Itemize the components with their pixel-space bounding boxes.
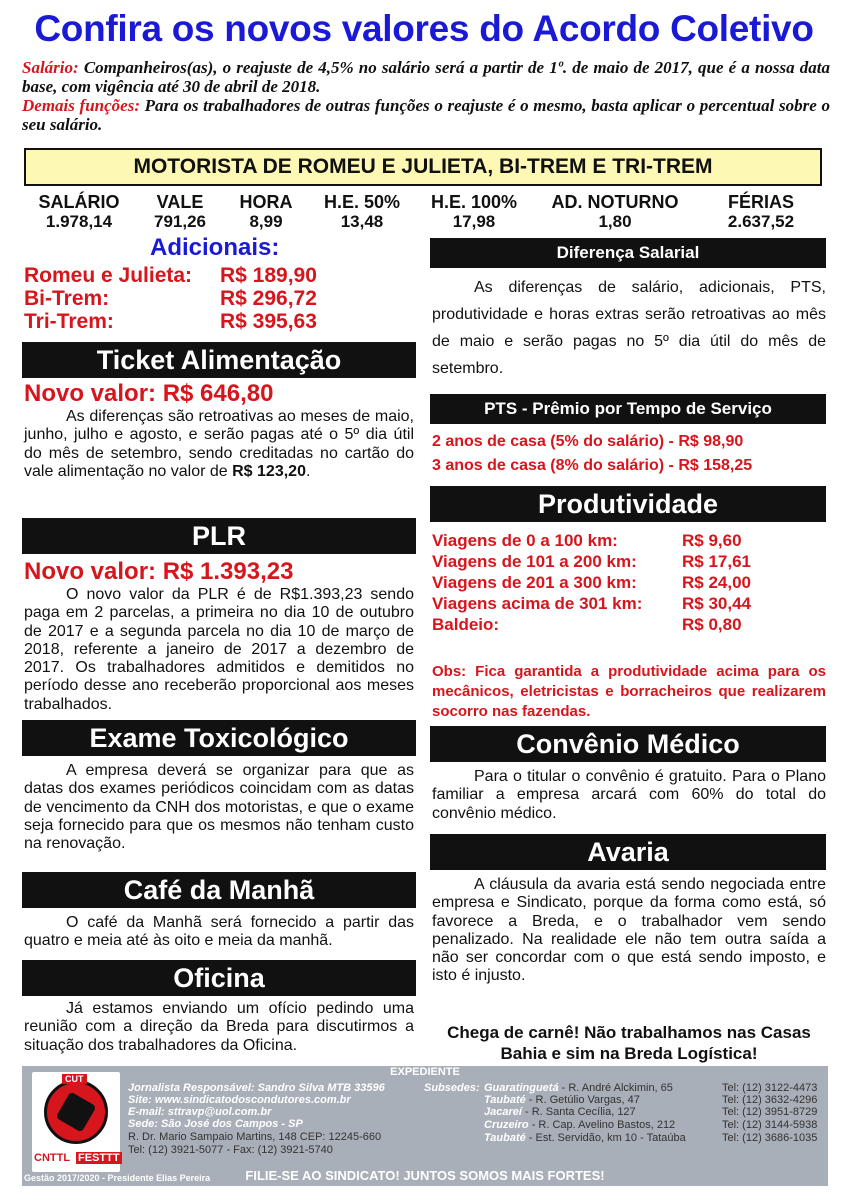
adicional-label: Bi-Trem:	[24, 287, 110, 310]
produtividade-label: Viagens de 201 a 300 km:	[432, 573, 637, 592]
value-amount: 17,98	[452, 212, 496, 231]
demais-label: Demais funções:	[22, 96, 140, 115]
subsede-tel: Tel: (12) 3951-8729	[722, 1106, 818, 1118]
value-column-salario	[24, 192, 134, 232]
festtt-logo: FESTTT	[78, 1152, 120, 1164]
adicional-row	[24, 310, 317, 334]
subsedes-label: Subsedes:	[424, 1082, 480, 1094]
value-column-he100	[418, 192, 530, 232]
ticket-valor: R$ 123,20	[232, 462, 306, 480]
cafe-text: O café da Manhã será fornecido a partir das quatro e meia até às oito e meia da manhã.	[24, 914, 414, 950]
plr-section-title: PLR	[22, 518, 416, 554]
adicional-row	[24, 264, 317, 288]
produtividade-row	[432, 530, 742, 551]
pts-section-title: PTS - Prêmio por Tempo de Serviço	[430, 394, 826, 424]
convenio-text: Para o titular o convênio é gratuito. Para o Plano familiar a empresa arcará com 60% do total do convênio médico.	[432, 768, 826, 822]
subsede-city: Taubaté	[484, 1132, 526, 1144]
subsede-address: - R. André Alckimin, 65	[561, 1082, 673, 1094]
footer-slogan: FILIE-SE AO SINDICATO! JUNTOS SOMOS MAIS FORTES!	[245, 1168, 605, 1183]
value-amount: 1.978,14	[45, 212, 113, 231]
subsede-row	[484, 1106, 636, 1118]
subsede-city: Cruzeiro	[484, 1119, 529, 1131]
avaria-text: A cláusula da avaria está sendo negociada entre empresa e Sindicato, porque da forma como está, só favorece a Breda, e o trabalhador vem sendo penalizado. Na realidade ele não tem outra saída a não ser concordar com o que está sendo imposto, e isto é injusto.	[432, 876, 826, 985]
value-amount: 8,99	[249, 212, 283, 231]
motorista-title-box: MOTORISTA DE ROMEU E JULIETA, BI-TREM E TRI-TREM	[24, 148, 822, 186]
value-column-hora	[226, 192, 306, 232]
subsede-tel: Tel: (12) 3122-4473	[722, 1082, 818, 1094]
ticket-text	[24, 408, 414, 481]
adicional-label: Tri-Trem:	[24, 310, 114, 333]
value-amount: 791,26	[154, 212, 206, 231]
produtividade-section-title: Produtividade	[430, 486, 826, 522]
produtividade-amount: R$ 30,44	[682, 594, 751, 613]
value-header: HORA	[239, 192, 293, 212]
intro-text	[22, 58, 830, 134]
adicional-amount: R$ 395,63	[220, 310, 317, 333]
produtividade-row	[432, 593, 751, 614]
produtividade-row	[432, 572, 751, 593]
produtividade-label: Viagens acima de 301 km:	[432, 594, 643, 613]
value-amount: 1,80	[598, 212, 632, 231]
footer-endereco: R. Dr. Mario Sampaio Martins, 148 CEP: 12245-660	[128, 1131, 382, 1143]
subsede-address: - R. Cap. Avelino Bastos, 212	[531, 1119, 676, 1131]
diferenca-text: As diferenças de salário, adicionais, PTS, produtividade e horas extras serão retroativas ao mês de maio e serão pagas no 5º dia útil do mês de setembro.	[432, 279, 826, 377]
convenio-section-title: Convênio Médico	[430, 726, 826, 762]
value-header: AD. NOTURNO	[551, 192, 679, 212]
produtividade-label: Viagens de 0 a 100 km:	[432, 531, 618, 550]
footer-expediente	[22, 1066, 828, 1186]
produtividade-row	[432, 551, 751, 572]
footer-jornalista: Jornalista Responsável: Sandro Silva MTB 33596	[128, 1082, 385, 1094]
subsede-city: Guaratinguetá	[484, 1082, 559, 1094]
oficina-text: Já estamos enviando um ofício pedindo uma reunião com a direção da Breda para discutirmos a situação dos trabalhadores da Oficina.	[24, 1000, 414, 1054]
cnttl-logo: CNTTL	[34, 1152, 71, 1164]
value-header: H.E. 100%	[430, 192, 518, 212]
produtividade-amount: R$ 17,61	[682, 552, 751, 571]
value-column-he50	[312, 192, 412, 232]
exame-section-title: Exame Toxicológico	[22, 720, 416, 756]
value-header: SALÁRIO	[38, 192, 120, 212]
produtividade-row	[432, 614, 742, 635]
produtividade-amount: R$ 24,00	[682, 573, 751, 592]
adicional-label: Romeu e Julieta:	[24, 264, 193, 287]
plr-novo-valor: Novo valor: R$ 1.393,23	[24, 558, 294, 585]
oficina-section-title: Oficina	[22, 960, 416, 996]
subsede-tel: Tel: (12) 3686-1035	[722, 1132, 818, 1144]
subsede-city: Jacareí	[484, 1106, 522, 1118]
value-header: H.E. 50%	[323, 192, 401, 212]
subsede-tel: Tel: (12) 3632-4296	[722, 1094, 818, 1106]
produtividade-amount: R$ 9,60	[682, 531, 742, 550]
footer-email: E-mail: sttravp@uol.com.br	[128, 1106, 272, 1118]
salario-text: Companheiros(as), o reajuste de 4,5% no salário será a partir de 1º. de maio de 2017, que é a nossa data base, com vigência até 30 de abril de 2018.	[22, 58, 830, 96]
adicional-amount: R$ 296,72	[220, 287, 317, 310]
exame-text: A empresa deverá se organizar para que as datas dos exames periódicos coincidam com as datas de vencimento da CNH dos motoristas, e que o exame seja fornecido para que os mesmos não tenham custo na renovação.	[24, 762, 414, 853]
avaria-section-title: Avaria	[430, 834, 826, 870]
cut-logo: CUT	[62, 1074, 87, 1084]
value-column-vale	[140, 192, 220, 232]
value-amount: 13,48	[340, 212, 384, 231]
pts-line: 3 anos de casa (8% do salário) - R$ 158,25	[432, 457, 753, 474]
salario-label: Salário:	[22, 58, 79, 77]
plr-text: O novo valor da PLR é de R$1.393,23 sendo paga em 2 parcelas, a primeira no dia 10 de outubro de 2017 e a segunda parcela no dia 10 de março de 2018, referente a janeiro de 2017 a dezembro de 2017. Os trabalhadores admitidos e demitidos no período desse ano receberão proporcional aos meses trabalhados.	[24, 586, 414, 713]
value-column-ferias	[706, 192, 816, 232]
subsede-address: - Est. Servidão, km 10 - Tataúba	[528, 1132, 686, 1144]
produtividade-label: Baldeio:	[432, 615, 500, 634]
ticket-section-title: Ticket Alimentação	[22, 342, 416, 378]
ticket-end: .	[305, 462, 311, 480]
chega-de-carne-text: Chega de carnê! Não trabalhamos nas Casas Bahia e sim na Breda Logística!	[447, 1023, 811, 1063]
cafe-section-title: Café da Manhã	[22, 872, 416, 908]
union-logo	[32, 1072, 120, 1172]
subsede-row	[484, 1132, 686, 1144]
ticket-novo-valor: Novo valor: R$ 646,80	[24, 380, 274, 407]
produtividade-amount: R$ 0,80	[682, 615, 742, 634]
demais-text: Para os trabalhadores de outras funções o reajuste é o mesmo, basta aplicar o percentual sobre o seu salário.	[22, 96, 830, 134]
footer-site: Site: www.sindicatodoscondutores.com.br	[128, 1094, 351, 1106]
pts-line: 2 anos de casa (5% do salário) - R$ 98,90	[432, 433, 744, 450]
subsede-row	[484, 1082, 673, 1094]
footer-gestao: Gestão 2017/2020 - Presidente Elias Pereira	[24, 1173, 211, 1183]
subsede-tel: Tel: (12) 3144-5938	[722, 1119, 818, 1131]
produtividade-obs: Obs: Fica garantida a produtividade acima para os mecânicos, eletricistas e borracheiros que realizarem socorro nas fazendas.	[432, 663, 826, 720]
ticket-body: As diferenças são retroativas ao meses de maio, junho, julho e agosto, e serão pagas até o 5º dia útil do mês de setembro, sendo creditadas no cartão do vale alimentação no valor de	[24, 408, 414, 480]
footer-subsedes-label	[424, 1082, 480, 1094]
union-logo-mark	[56, 1092, 97, 1133]
footer-sede: Sede: São José dos Campos - SP	[128, 1118, 303, 1130]
footer-telfax: Tel: (12) 3921-5077 - Fax: (12) 3921-5740	[128, 1144, 333, 1156]
value-header: VALE	[156, 192, 204, 212]
page-title: Confira os novos valores do Acordo Coletivo	[34, 8, 814, 49]
subsede-row	[484, 1094, 640, 1106]
adicional-amount: R$ 189,90	[220, 264, 317, 287]
diferenca-section-title: Diferença Salarial	[430, 238, 826, 268]
union-logo-emblem	[44, 1080, 108, 1144]
adicional-row	[24, 287, 317, 311]
subsede-city: Taubaté	[484, 1094, 526, 1106]
value-amount: 2.637,52	[727, 212, 795, 231]
value-column-ad-noturno	[540, 192, 690, 232]
produtividade-label: Viagens de 101 a 200 km:	[432, 552, 637, 571]
footer-title: EXPEDIENTE	[390, 1066, 460, 1078]
subsede-address: - R. Getúlio Vargas, 47	[528, 1094, 640, 1106]
subsede-address: - R. Santa Cecília, 127	[525, 1106, 636, 1118]
value-header: FÉRIAS	[727, 192, 794, 212]
adicionais-title: Adicionais:	[150, 234, 280, 261]
subsede-row	[484, 1119, 675, 1131]
